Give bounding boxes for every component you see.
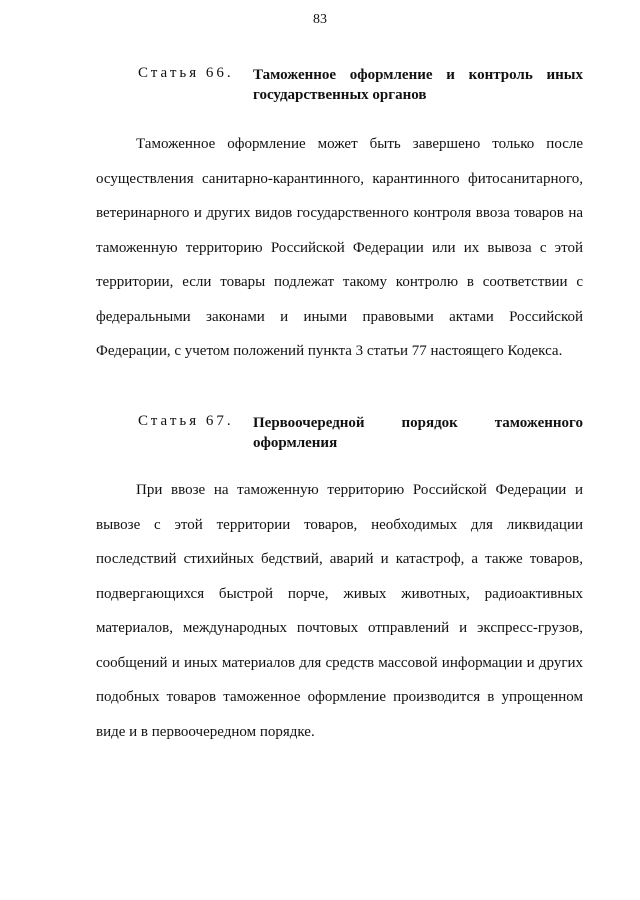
- article-67-title: [253, 413, 583, 453]
- article-67-title-word-2: порядок: [401, 415, 458, 431]
- article-67-title-word-1: Первоочередной: [253, 415, 365, 431]
- article-66-number: Статья 66.: [138, 65, 234, 81]
- article-66-title: Таможенное оформление и контроль иных государственных органов: [253, 67, 583, 103]
- article-67-title-word-3: таможенного: [494, 415, 583, 431]
- article-66-text: Таможенное оформление может быть завершено только после осуществления санитарно-карантинного, карантинного фитосанитарного, ветеринарного и других видов государственного контроля ввоза товаров на таможенную территорию Российской Федерации или их вывоза с этой территории, если товары подлежат такому контролю в соответствии с федеральными законами и иными правовыми актами Российской Федерации, с учетом положений пункта 3 статьи 77 настоящего Кодекса.: [96, 136, 583, 359]
- article-67-text: При ввозе на таможенную территорию Российской Федерации и вывозе с этой территории товаров, необходимых для ликвидации последствий стихийных бедствий, аварий и катастроф, а также товаров, подвергающихся быстрой порче, живых животных, радиоактивных материалов, международных почтовых отправлений и экспресс-грузов, сообщений и иных материалов для средств массовой информации и других подобных товаров таможенное оформление производится в упрощенном виде и в первоочередном порядке.: [96, 482, 583, 740]
- article-67-title-line-1: [253, 413, 583, 433]
- page-number: 83: [313, 12, 327, 27]
- article-67-title-line-2: оформления: [253, 435, 338, 451]
- article-67-number: Статья 67.: [138, 413, 234, 429]
